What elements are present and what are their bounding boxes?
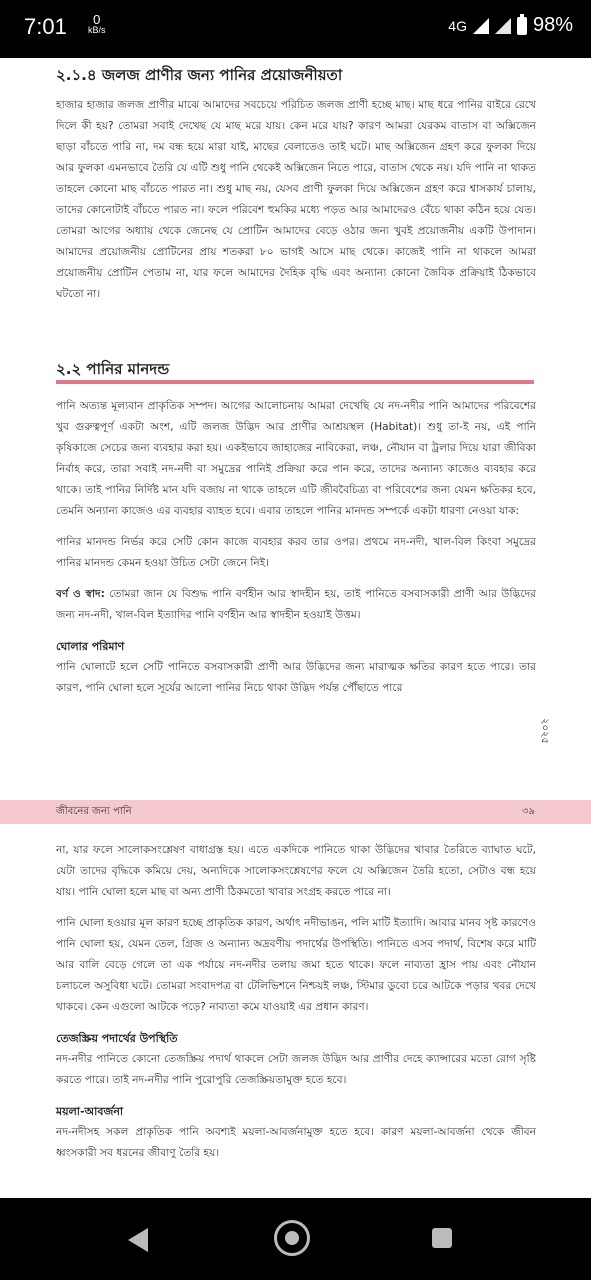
section-paragraph: পানির মানদন্ড নির্ভর করে সেটি কোন কাজে ব্যবহার করব তার ওপর। প্রথমে নদ-নদী, খাল-বিল কিংবা সমুদ্রের পানির মানদন্ড কেমন হওয়া উচিত সেটা জেনে নিই। bbox=[56, 536, 536, 569]
signal-icon bbox=[473, 18, 489, 34]
waste-paragraph: নদ-নদীসহ সকল প্রাকৃতিক পানি অবশ্যই ময়লা-আবর্জনামুক্ত হতে হবে। কারণ ময়লা-আবর্জনা থেকে জীবন ধ্বংসকারী সব ধরনের জীবাণু তৈরি হয়। bbox=[56, 1126, 536, 1159]
turbidity-paragraph: পানি ঘোলাটে হলে সেটি পানিতে বসবাসকারী প্রাণী আর উদ্ভিদের জন্য মারাত্মক ক্ষতির কারণ হতে পারে। তার কারণ, পানি ঘোলা হলে সূর্যের আলো পানির নিচে থাকা উদ্ভিদ পর্যন্ত পৌঁছাতে পারে bbox=[56, 661, 536, 694]
status-bar bbox=[0, 0, 591, 58]
network-type: 4G bbox=[448, 17, 467, 34]
color-taste-paragraph bbox=[56, 584, 536, 626]
section-underline bbox=[56, 380, 534, 384]
section-paragraph: পানি অত্যন্ত মূল্যবান প্রাকৃতিক সম্পদ। আগের আলোচনায় আমরা দেখেছি যে নদ-নদীর পানি আমাদের পরিবেশের খুব গুরুত্বপূর্ণ একটা অংশ, এটি জলজ উদ্ভিদ আর প্রাণীর আশ্রয়স্থল (Habitat)। শুধু তা-ই নয়, এই পানি কৃষিকাজে সেচের জন্য ব্যবহার করা হয়। একইভাবে জাহাজের নাবিকেরা, লঞ্চ, নৌযান বা ট্রলার দিয়ে যারা জীবিকা নির্বাহ করে, তারা সবাই নদ-নদী বা সমুদ্রের পানিই প্রক্রিয়া করে পান করে, তাদের অন্যান্য কাজেও ব্যবহার করে থাকে। তাই পানির নির্দিষ্ট মান যদি বজায় না থাকে তাহলে এটি জীববৈচিত্র্য বা পরিবেশের জন্য যেমন ক্ষতিকর হবে, তেমনি অন্যান্য কাজেও এর ব্যবহার ব্যাহত হবে। এবার তাহলে পানির মানদন্ড সম্পর্কে একটা ধারণা নেওয়া যাক: bbox=[56, 400, 536, 517]
network-speed-value: 0 bbox=[93, 12, 101, 27]
page-footer-band bbox=[0, 800, 591, 824]
network-speed-unit: kB/s bbox=[88, 25, 106, 35]
status-right bbox=[448, 14, 573, 37]
next-paragraph: না, যার ফলে সালোকসংশ্লেষণ বাধাগ্রস্ত হয়। এতে একদিকে পানিতে থাকা উদ্ভিদের খাবার তৈরিতে ব্যাঘাত ঘটে, যেটা তাদের বৃদ্ধিকে কমিয়ে দেয়, অন্যদিকে সালোকসংশ্লেষণের ফলে যে অক্সিজেন তৈরি হতো, সেটাও বন্ধ হয়ে যায়। পানি ঘোলা হলে মাছ বা অন্য প্রাণী ঠিকমতো খাবার সংগ্রহ করতে পারে না। bbox=[56, 844, 536, 898]
next-page-body bbox=[56, 840, 536, 1164]
footer-book-title: জীবনের জন্য পানি bbox=[56, 806, 132, 817]
back-icon[interactable] bbox=[128, 1228, 148, 1252]
color-taste-text: তোমরা জান যে বিশুদ্ধ পানি বর্ণহীন আর স্বাদহীন হয়, তাই পানিতে বসবাসকারী প্রাণী আর উদ্ভিদের জন্য নদ-নদী, খাল-বিল ইত্যাদির পানি বর্ণহীন আর স্বাদহীন হওয়াই উত্তম। bbox=[56, 588, 537, 621]
section-paragraph: হাজার হাজার জলজ প্রাণীর মাঝে আমাদের সবচেয়ে পরিচিত জলজ প্রাণী হচ্ছে মাছ। মাছ ধরে পানির বাইরে রেখে দিলে কী হয়? তোমরা সবাই দেখেছ যে মাছ মরে যায়। কেন মরে যায়? কারণ আমরা যেরকম বাতাস বা অক্সিজেন ছাড়া বাঁচতে পারি না, দম বন্ধ হয়ে মারা যাই, মাছের বেলাতেও তাই ঘটে। মাছ অক্সিজেন গ্রহণ করে ফুলকা দিয়ে আর ফুলকা এমনভাবে তৈরি যে এটি শুধু পানি থেকেই অক্সিজেন নিতে পারে, বাতাস থেকে নয়। যদি পানি না থাকত তাহলে কোনো মাছ বাঁচতে পারত না। শুধু মাছ নয়, যেসব প্রাণী ফুলকা দিয়ে অক্সিজেন গ্রহণ করে শ্বাসকার্য চালায়, তাদের কোনোটাই বাঁচতে পারত না। ফলে পরিবেশ হুমকির মধ্যে পড়ত আর আমাদেরও বেঁচে থাকা কঠিন হয়ে যেত। তোমরা আগের অধ্যায় থেকে জেনেছ যে প্রোটিন আমাদের বেড়ে ওঠার জন্য খুবই প্রয়োজনীয় একটি উপাদান। আমাদের প্রয়োজনীয় প্রোটিনের প্রায় শতকরা ৮০ ভাগই আসে মাছ থেকে। কাজেই পানি না থাকলে আমরা প্রয়োজনীয় প্রোটিন পেতাম না, যার ফলে আমাদের দৈহিক বৃদ্ধি এবং অন্যান্য কোনো জৈবিক প্রক্রিয়াই ঠিকভাবে ঘটতো না। bbox=[56, 99, 536, 300]
recent-apps-icon[interactable] bbox=[432, 1228, 452, 1248]
battery-icon bbox=[517, 17, 527, 35]
section-2-1-4 bbox=[56, 64, 536, 305]
footer-page-number: ৩৯ bbox=[522, 806, 535, 817]
section-title: ২.১.৪ জলজ প্রাণীর জন্য পানির প্রয়োজনীয়তা bbox=[56, 66, 343, 84]
waste-heading: ময়লা-আবর্জনা bbox=[56, 1105, 124, 1118]
radioactive-heading: তেজস্ক্রিয় পদার্থের উপস্থিতি bbox=[56, 1032, 178, 1045]
page-side-mark: ২০২৫ bbox=[539, 718, 550, 744]
signal-icon-2 bbox=[495, 18, 511, 34]
battery-level: 98% bbox=[532, 14, 573, 36]
turbidity-heading: ঘোলার পরিমাণ bbox=[56, 640, 125, 653]
section-2-2-body bbox=[56, 396, 536, 699]
navigation-bar bbox=[0, 1198, 591, 1280]
network-speed bbox=[88, 14, 106, 36]
home-icon[interactable] bbox=[274, 1220, 310, 1256]
color-taste-lead: বর্ণ ও স্বাদ: bbox=[56, 588, 105, 600]
next-paragraph: পানি ঘোলা হওয়ার মূল কারণ হচ্ছে প্রাকৃতিক কারণ, অর্থাৎ নদীভাঙন, পলি মাটি ইত্যাদি। আবার মানব সৃষ্ট কারণেও পানি ঘোলা হয়, যেমন তেল, গ্রিজ ও অন্যান্য অদ্রবণীয় পদার্থের উপস্থিতি। পানিতে এসব পদার্থ, বিশেষ করে মাটি আর বালি বেড়ে গেলে তা এক পর্যায়ে নদ-নদীর তলায় জমা হতে থাকে। ফলে নাব্যতা হ্রাস পায় এবং নৌযান চলাচলে অসুবিধা ঘটে। তোমরা সংবাদপত্র বা টেলিভিশনে নিশ্চয়ই লঞ্চ, স্টিমার ডুবো চরে আটকে পড়ার খবর দেখে থাকবে। কেন এগুলো আটকে পড়ে? নাব্যতা কমে যাওয়াই এর প্রধান কারণ। bbox=[56, 917, 536, 1013]
section-title: ২.২ পানির মানদন্ড bbox=[56, 360, 170, 378]
document-page[interactable] bbox=[0, 58, 591, 1198]
radioactive-paragraph: নদ-নদীর পানিতে কোনো তেজস্ক্রিয় পদার্থ থাকলে সেটা জলজ উদ্ভিদ আর প্রাণীর দেহে ক্যান্সারের মতো রোগ সৃষ্টি করতে পারে। তাই নদ-নদীর পানি পুরোপুরি তেজস্ক্রিয়তামুক্ত হতে হবে। bbox=[56, 1053, 536, 1086]
status-time: 7:01 bbox=[24, 14, 67, 39]
